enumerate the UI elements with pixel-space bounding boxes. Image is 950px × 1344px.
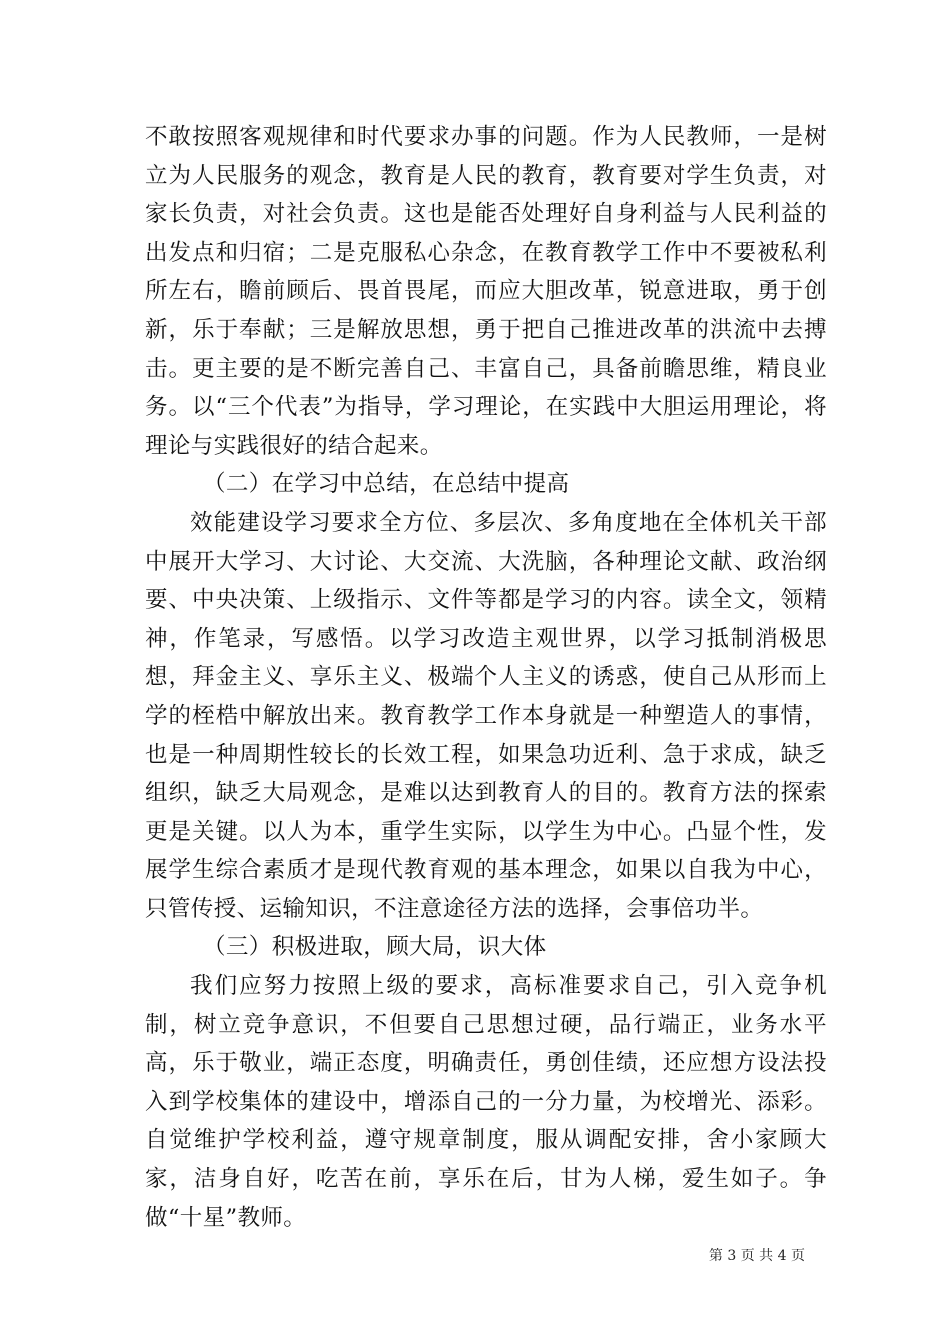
paragraph-proactive: 我们应努力按照上级的要求，高标准要求自己，引入竞争机制，树立竞争意识，不但要自己思想过硬，品行端正，业务水平高，乐于敬业，端正态度，明确责任，勇创佳绩，还应想方设法投入到学校集体的建设中，增添自己的一分力量，为校增光、添彩。自觉维护学校利益，遵守规章制度，服从调配安排，舍小家顾大家，洁身自好，吃苦在前，享乐在后，甘为人梯，爱生如子。争做“十星”教师。: [145, 973, 827, 1231]
paragraph-study-summary: 效能建设学习要求全方位、多层次、多角度地在全体机关干部中展开大学习、大讨论、大交流、大洗脑，各种理论文献、政治纲要、中央决策、上级指示、文件等都是学习的内容。读全文，领精神，作笔录，写感悟。以学习改造主观世界，以学习抵制消极思想，拜金主义、享乐主义、极端个人主义的诱惑，使自己从形而上学的桎梏中解放出来。教育教学工作本身就是一种塑造人的事情，也是一种周期性较长的长效工程，如果急功近利、急于求成，缺乏组织，缺乏大局观念，是难以达到教育人的目的。教育方法的探索更是关键。以人为本，重学生实际，以学生为中心。凸显个性，发展学生综合素质才是现代教育观的基本理念，如果以自我为中心，只管传授、运输知识，不注意途径方法的选择，会事倍功半。: [145, 509, 827, 922]
section-heading-two: （二）在学习中总结，在总结中提高: [203, 471, 570, 498]
page-number-footer: 第 3 页 共 4 页: [708, 1248, 805, 1264]
paragraph-continuation: 不敢按照客观规律和时代要求办事的问题。作为人民教师，一是树立为人民服务的观念，教育是人民的教育，教育要对学生负责，对家长负责，对社会负责。这也是能否处理好自身利益与人民利益的出发点和归宿；二是克服私心杂念，在教育教学工作中不要被私利所左右，瞻前顾后、畏首畏尾，而应大胆改革，锐意进取，勇于创新，乐于奉献；三是解放思想，勇于把自己推进改革的洪流中去搏击。更主要的是不断完善自己、丰富自己，具备前瞻思维，精良业务。以“三个代表”为指导，学习理论，在实践中大胆运用理论，将理论与实践很好的结合起来。: [145, 124, 827, 459]
section-heading-three: （三）积极进取，顾大局，识大体: [203, 934, 547, 961]
document-body: [145, 118, 827, 1237]
